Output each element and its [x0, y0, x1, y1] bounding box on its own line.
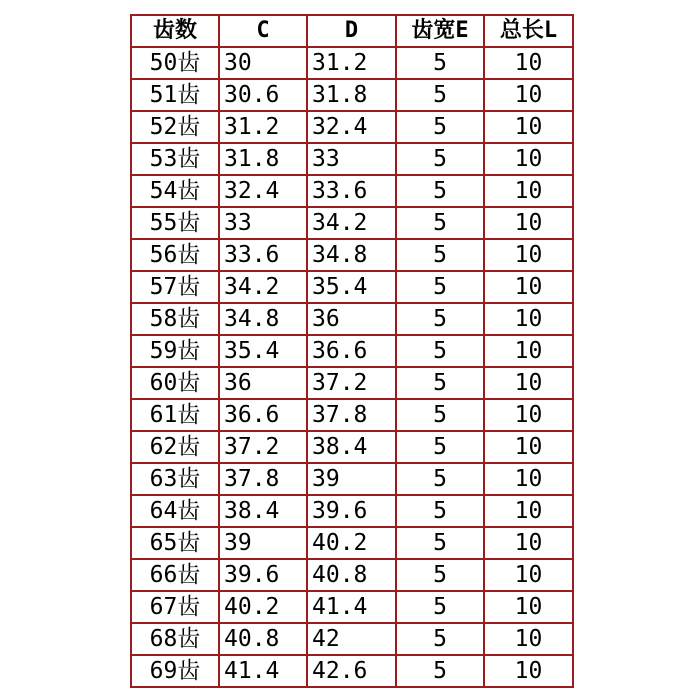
cell-teeth: 55齿 — [131, 207, 219, 239]
cell-c: 37.8 — [219, 463, 307, 495]
cell-teeth: 56齿 — [131, 239, 219, 271]
header-length-l: 总长L — [484, 15, 573, 47]
cell-teeth: 58齿 — [131, 303, 219, 335]
cell-d: 36.6 — [307, 335, 396, 367]
cell-d: 42 — [307, 623, 396, 655]
cell-width-e: 5 — [396, 335, 484, 367]
cell-width-e: 5 — [396, 399, 484, 431]
cell-width-e: 5 — [396, 79, 484, 111]
cell-c: 40.2 — [219, 591, 307, 623]
cell-width-e: 5 — [396, 463, 484, 495]
cell-length-l: 10 — [484, 47, 573, 79]
cell-teeth: 67齿 — [131, 591, 219, 623]
table-row — [131, 559, 573, 591]
cell-length-l: 10 — [484, 207, 573, 239]
cell-teeth: 59齿 — [131, 335, 219, 367]
table-row — [131, 239, 573, 271]
cell-c: 34.2 — [219, 271, 307, 303]
cell-d: 36 — [307, 303, 396, 335]
table-body — [131, 47, 573, 687]
cell-teeth: 53齿 — [131, 143, 219, 175]
cell-c: 31.8 — [219, 143, 307, 175]
cell-c: 36.6 — [219, 399, 307, 431]
table-row — [131, 463, 573, 495]
cell-c: 38.4 — [219, 495, 307, 527]
table-row — [131, 175, 573, 207]
cell-length-l: 10 — [484, 431, 573, 463]
cell-width-e: 5 — [396, 559, 484, 591]
cell-c: 30.6 — [219, 79, 307, 111]
table-row — [131, 271, 573, 303]
table-row — [131, 399, 573, 431]
cell-c: 37.2 — [219, 431, 307, 463]
cell-width-e: 5 — [396, 303, 484, 335]
cell-length-l: 10 — [484, 79, 573, 111]
cell-c: 39.6 — [219, 559, 307, 591]
cell-teeth: 51齿 — [131, 79, 219, 111]
table-header — [131, 15, 573, 47]
cell-width-e: 5 — [396, 239, 484, 271]
cell-teeth: 62齿 — [131, 431, 219, 463]
table-row — [131, 47, 573, 79]
cell-d: 35.4 — [307, 271, 396, 303]
table-row — [131, 367, 573, 399]
cell-teeth: 63齿 — [131, 463, 219, 495]
cell-width-e: 5 — [396, 495, 484, 527]
cell-d: 41.4 — [307, 591, 396, 623]
cell-d: 37.8 — [307, 399, 396, 431]
cell-d: 39.6 — [307, 495, 396, 527]
spec-table — [130, 14, 574, 688]
cell-c: 30 — [219, 47, 307, 79]
table-row — [131, 111, 573, 143]
cell-d: 40.8 — [307, 559, 396, 591]
table-row — [131, 623, 573, 655]
table-row — [131, 527, 573, 559]
cell-c: 33 — [219, 207, 307, 239]
table-row — [131, 303, 573, 335]
cell-d: 33 — [307, 143, 396, 175]
cell-d: 33.6 — [307, 175, 396, 207]
cell-width-e: 5 — [396, 271, 484, 303]
cell-length-l: 10 — [484, 111, 573, 143]
cell-teeth: 65齿 — [131, 527, 219, 559]
header-c: C — [219, 15, 307, 47]
cell-width-e: 5 — [396, 431, 484, 463]
table-row — [131, 207, 573, 239]
cell-teeth: 68齿 — [131, 623, 219, 655]
table-row — [131, 143, 573, 175]
cell-length-l: 10 — [484, 559, 573, 591]
cell-teeth: 61齿 — [131, 399, 219, 431]
cell-d: 39 — [307, 463, 396, 495]
cell-length-l: 10 — [484, 175, 573, 207]
header-width-e: 齿宽E — [396, 15, 484, 47]
table-row — [131, 431, 573, 463]
header-d: D — [307, 15, 396, 47]
cell-length-l: 10 — [484, 143, 573, 175]
table-row — [131, 591, 573, 623]
cell-width-e: 5 — [396, 47, 484, 79]
cell-c: 34.8 — [219, 303, 307, 335]
cell-length-l: 10 — [484, 623, 573, 655]
cell-teeth: 52齿 — [131, 111, 219, 143]
table-row — [131, 335, 573, 367]
cell-length-l: 10 — [484, 399, 573, 431]
cell-teeth: 60齿 — [131, 367, 219, 399]
cell-width-e: 5 — [396, 527, 484, 559]
cell-teeth: 66齿 — [131, 559, 219, 591]
cell-c: 35.4 — [219, 335, 307, 367]
cell-d: 42.6 — [307, 655, 396, 687]
cell-length-l: 10 — [484, 271, 573, 303]
cell-d: 34.2 — [307, 207, 396, 239]
cell-width-e: 5 — [396, 143, 484, 175]
cell-c: 36 — [219, 367, 307, 399]
cell-c: 39 — [219, 527, 307, 559]
cell-d: 32.4 — [307, 111, 396, 143]
cell-c: 32.4 — [219, 175, 307, 207]
cell-width-e: 5 — [396, 175, 484, 207]
cell-c: 41.4 — [219, 655, 307, 687]
cell-d: 34.8 — [307, 239, 396, 271]
cell-teeth: 64齿 — [131, 495, 219, 527]
cell-width-e: 5 — [396, 655, 484, 687]
cell-d: 31.8 — [307, 79, 396, 111]
cell-width-e: 5 — [396, 367, 484, 399]
cell-length-l: 10 — [484, 655, 573, 687]
cell-length-l: 10 — [484, 527, 573, 559]
cell-length-l: 10 — [484, 367, 573, 399]
cell-d: 40.2 — [307, 527, 396, 559]
cell-width-e: 5 — [396, 207, 484, 239]
cell-d: 38.4 — [307, 431, 396, 463]
cell-length-l: 10 — [484, 303, 573, 335]
cell-length-l: 10 — [484, 591, 573, 623]
table-row — [131, 495, 573, 527]
cell-c: 31.2 — [219, 111, 307, 143]
cell-width-e: 5 — [396, 591, 484, 623]
cell-d: 31.2 — [307, 47, 396, 79]
cell-width-e: 5 — [396, 111, 484, 143]
cell-c: 40.8 — [219, 623, 307, 655]
cell-length-l: 10 — [484, 495, 573, 527]
header-teeth: 齿数 — [131, 15, 219, 47]
cell-teeth: 57齿 — [131, 271, 219, 303]
table-row — [131, 79, 573, 111]
cell-d: 37.2 — [307, 367, 396, 399]
cell-length-l: 10 — [484, 335, 573, 367]
cell-length-l: 10 — [484, 239, 573, 271]
header-row — [131, 15, 573, 47]
cell-length-l: 10 — [484, 463, 573, 495]
cell-teeth: 50齿 — [131, 47, 219, 79]
cell-width-e: 5 — [396, 623, 484, 655]
cell-teeth: 69齿 — [131, 655, 219, 687]
cell-teeth: 54齿 — [131, 175, 219, 207]
cell-c: 33.6 — [219, 239, 307, 271]
table-row — [131, 655, 573, 687]
